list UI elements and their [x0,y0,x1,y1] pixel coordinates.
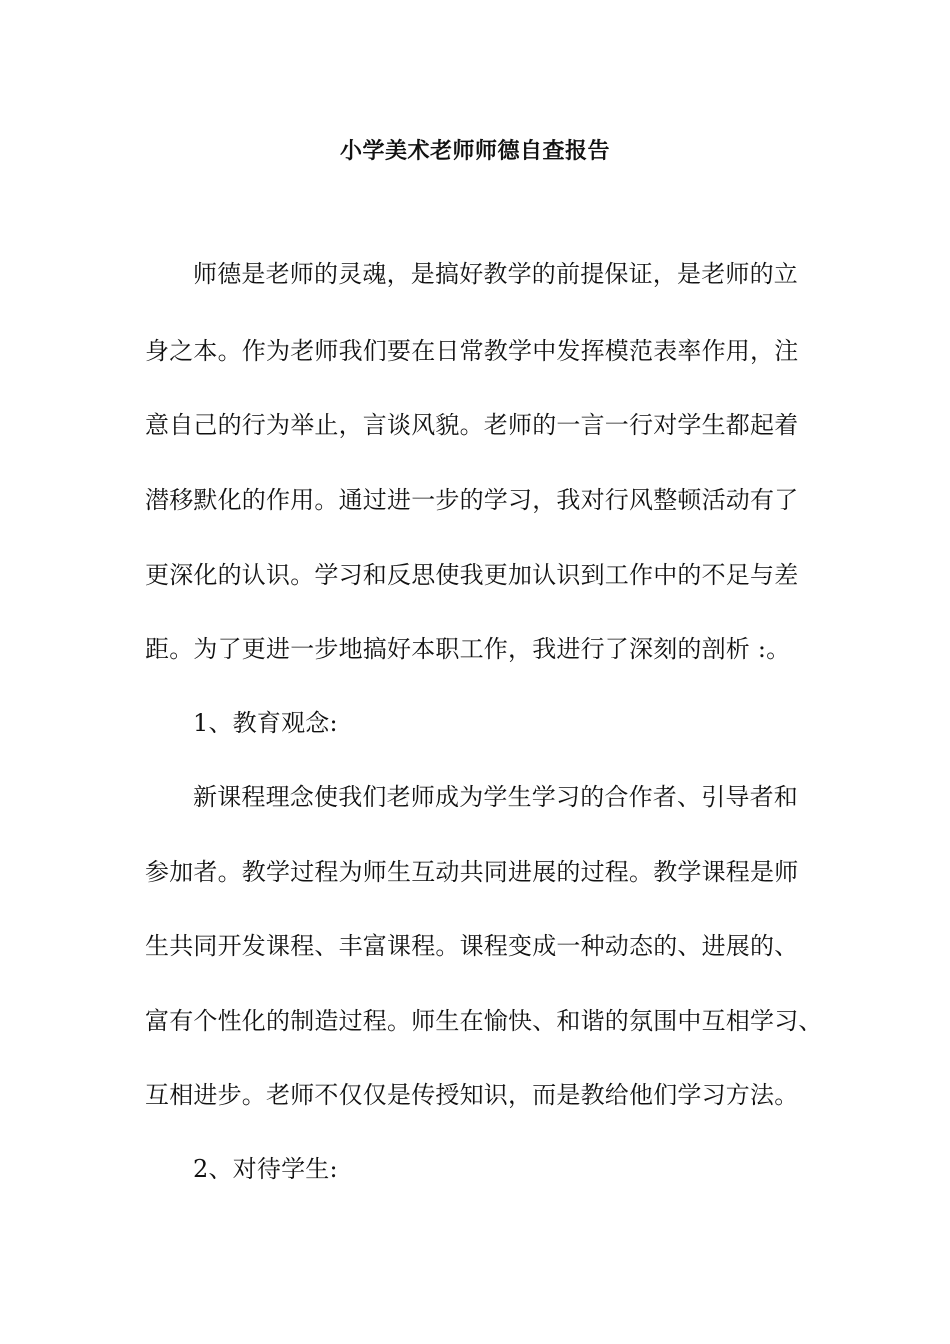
paragraph-line: 生共同开发课程、丰富课程。课程变成一种动态的、进展的、 [145,932,799,960]
paragraph-line: 互相进步。老师不仅仅是传授知识，而是教给他们学习方法。 [145,1081,799,1109]
paragraph-line: 潜移默化的作用。通过进一步的学习，我对行风整顿活动有了 [145,486,799,514]
section-heading-1: 1、教育观念: [193,709,338,737]
paragraph-line: 师德是老师的灵魂，是搞好教学的前提保证，是老师的立 [193,260,798,288]
section-heading-2: 2、对待学生: [193,1155,338,1183]
paragraph-line: 身之本。作为老师我们要在日常教学中发挥模范表率作用，注 [145,337,799,365]
paragraph-line: 距。为了更进一步地搞好本职工作，我进行了深刻的剖析 :。 [145,635,791,663]
paragraph-line: 富有个性化的制造过程。师生在愉快、和谐的氛围中互相学习、 [145,1007,823,1035]
document-title: 小学美术老师师德自查报告 [339,139,610,164]
paragraph-line: 意自己的行为举止，言谈风貌。老师的一言一行对学生都起着 [145,411,799,439]
paragraph-line: 参加者。教学过程为师生互动共同进展的过程。教学课程是师 [145,858,799,886]
paragraph-line: 新课程理念使我们老师成为学生学习的合作者、引导者和 [193,783,798,811]
paragraph-line: 更深化的认识。学习和反思使我更加认识到工作中的不足与差 [145,561,799,589]
